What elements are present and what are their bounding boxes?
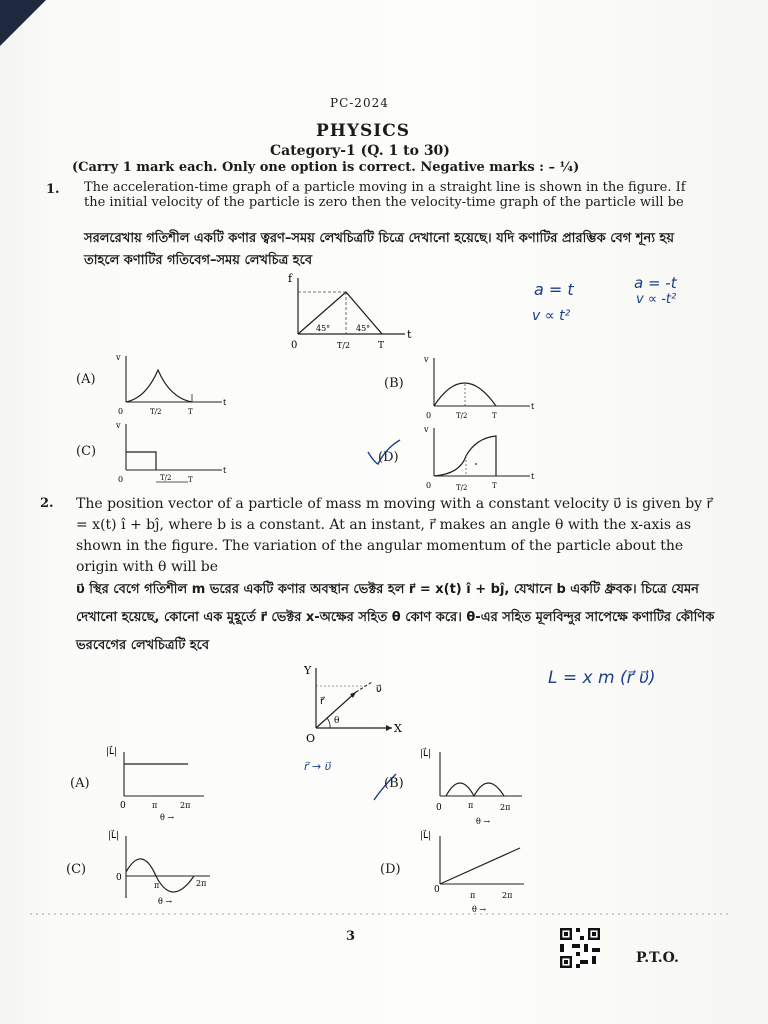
- category-heading: Category-1 (Q. 1 to 30): [270, 143, 450, 159]
- q1-b-end: T: [492, 412, 497, 420]
- q2-fig-theta: θ: [334, 716, 340, 726]
- q2-a-ylabel: |L⃗|: [106, 747, 118, 757]
- q1-c-mid: T/2: [160, 474, 172, 482]
- q2-b-ylabel: |L⃗|: [420, 749, 432, 759]
- paper-code: PC-2024: [330, 96, 389, 110]
- q2-option-b-label[interactable]: (B): [384, 776, 404, 791]
- q1-d-end: T: [492, 482, 497, 490]
- page-number: 3: [346, 929, 356, 944]
- q2-option-c-graph[interactable]: [104, 826, 216, 910]
- q1-c-origin: 0: [118, 475, 124, 484]
- q2-d-ylabel: |L⃗|: [420, 831, 432, 841]
- q2-option-d-label[interactable]: (D): [380, 862, 401, 877]
- q1-a-mid: T/2: [150, 408, 162, 416]
- q2-fig-v-label: υ⃗: [376, 684, 382, 695]
- q2-a-2pi: 2π: [180, 801, 191, 810]
- q1-option-a-graph[interactable]: [112, 350, 230, 418]
- q1-option-d-label[interactable]: (D): [378, 450, 399, 465]
- q2-b-origin: 0: [436, 803, 442, 813]
- q1-option-a-label[interactable]: (A): [76, 372, 96, 387]
- q2-option-a-label[interactable]: (A): [70, 776, 90, 791]
- pen-note-a-equals-minus-t: a = -t: [634, 274, 677, 292]
- q2-c-pi: π: [154, 881, 160, 890]
- q1-text-english: The acceleration-time graph of a particle moving in a straight line is shown in the figure. If the initial velocity of the particle is zero then the velocity-time graph of the particle will be: [84, 180, 686, 210]
- marking-instructions: (Carry 1 mark each. Only one option is correct. Negative marks : – ¼): [72, 160, 580, 175]
- q2-text-english: The position vector of a particle of mass m moving with a constant velocity υ⃗ is given by r⃗ = x(t) î + bĵ, where b is a constant. At an instant, r⃗ makes an angle θ with the x-axis as shown in the figure. The variation of the angular momentum of the particle about the origin with θ will be: [76, 496, 713, 575]
- q2-option-c-label[interactable]: (C): [66, 862, 87, 877]
- q2-fig-origin: O: [306, 732, 316, 745]
- q1-acceleration-time-figure: [280, 268, 410, 360]
- q1-b-mid: T/2: [456, 412, 468, 420]
- q1-a-ylabel: v: [116, 353, 121, 362]
- pen-note-a-equals-t: a = t: [534, 280, 574, 299]
- q1-b-ylabel: v: [424, 355, 429, 364]
- q2-position-vector-figure: [296, 660, 406, 744]
- footer-dotted-rule: [30, 912, 730, 916]
- q1-fig-origin: 0: [291, 340, 298, 351]
- q2-c-origin: 0: [116, 873, 122, 883]
- q2-c-xlabel: θ →: [158, 897, 173, 906]
- q1-option-b-graph[interactable]: [420, 350, 538, 422]
- q2-c-2pi: 2π: [196, 879, 207, 888]
- q1-fig-angle-right: 45°: [356, 324, 371, 333]
- q2-c-ylabel: |L⃗|: [108, 831, 120, 841]
- q2-option-a-graph[interactable]: [104, 742, 214, 826]
- pen-note-r-v: r⃗ → υ⃗: [304, 760, 332, 773]
- qr-code: [560, 928, 600, 968]
- q2-option-b-graph[interactable]: [416, 744, 526, 828]
- q1-b-origin: 0: [426, 411, 432, 420]
- q1-a-origin: 0: [118, 407, 124, 416]
- q2-a-pi: π: [152, 801, 158, 810]
- q1-text-bengali: সরলরেখায় গতিশীল একটি কণার ত্বরণ–সময় লেখচিত্রটি চিত্রে দেখানো হয়েছে। যদি কণাটির প্রারম্ভিক বেগ শূন্য হয় তাহলে কণাটির গতিবেগ–সময় লেখচিত্র হবে: [84, 231, 674, 268]
- q1-a-end: T: [188, 408, 193, 416]
- pen-note-angular-momentum: L = x m (r⃗ υ⃗): [548, 668, 656, 688]
- q1-fig-mid: T/2: [337, 341, 351, 350]
- q2-b-xlabel: θ →: [476, 817, 491, 826]
- q2-d-xlabel: θ →: [472, 905, 487, 914]
- q1-a-xlabel: t: [223, 398, 227, 407]
- pen-note-v-prop-minus-t-squared: v ∝ -t²: [636, 292, 677, 307]
- q1-option-b-label[interactable]: (B): [384, 376, 404, 391]
- q2-b-2pi: 2π: [500, 803, 511, 812]
- q2-d-2pi: 2π: [502, 891, 513, 900]
- q2-d-pi: π: [470, 891, 476, 900]
- q1-fig-angle-left: 45°: [316, 324, 331, 333]
- pen-note-v-prop-t-squared: v ∝ t²: [532, 308, 571, 324]
- q2-option-d-graph[interactable]: [416, 826, 528, 918]
- q1-option-c-label[interactable]: (C): [76, 444, 97, 459]
- q2-number: 2.: [40, 496, 54, 511]
- q2-fig-x-axis: X: [394, 722, 402, 735]
- q2-fig-y-axis: Y: [304, 664, 312, 677]
- q1-c-ylabel: v: [116, 421, 121, 430]
- q2-a-origin: 0: [120, 801, 126, 811]
- subject-title: PHYSICS: [316, 121, 411, 141]
- page-corner: [0, 0, 46, 46]
- q1-d-xlabel: t: [531, 472, 535, 481]
- q1-c-end: T: [188, 476, 193, 484]
- q2-a-xlabel: θ →: [160, 813, 175, 822]
- q1-c-xlabel: t: [223, 466, 227, 475]
- q1-b-xlabel: t: [531, 402, 535, 411]
- q2-fig-r-label: r⃗: [320, 696, 325, 707]
- q1-option-d-graph[interactable]: [420, 424, 538, 494]
- q1-fig-xlabel: t: [407, 328, 412, 341]
- q1-d-origin: 0: [426, 481, 432, 490]
- q2-d-origin: 0: [434, 885, 440, 895]
- q1-option-c-graph[interactable]: [112, 418, 230, 488]
- q1-d-ylabel: v: [424, 425, 429, 434]
- q1-fig-ylabel: f: [288, 272, 293, 285]
- q1-d-mid: T/2: [456, 484, 468, 492]
- q1-fig-end: T: [378, 341, 385, 351]
- please-turn-over: P.T.O.: [636, 950, 679, 966]
- q2-b-pi: π: [468, 801, 474, 810]
- q1-number: 1.: [46, 182, 60, 197]
- q2-text-bengali: υ⃗ স্থির বেগে গতিশীল m ভরের একটি কণার অবস্থান ভেক্টর হল r⃗ = x(t) î + bĵ, যেখানে b একটি ধ্রুবক। চিত্রে যেমন দেখানো হয়েছে, কোনো এক মুহূর্তে r⃗ ভেক্টর x-অক্ষের সহিত θ কোণ করে। θ-এর সহিত মূলবিন্দুর সাপেক্ষে কণাটির কৌণিক ভরবেগের লেখচিত্রটি হবে: [76, 582, 715, 653]
